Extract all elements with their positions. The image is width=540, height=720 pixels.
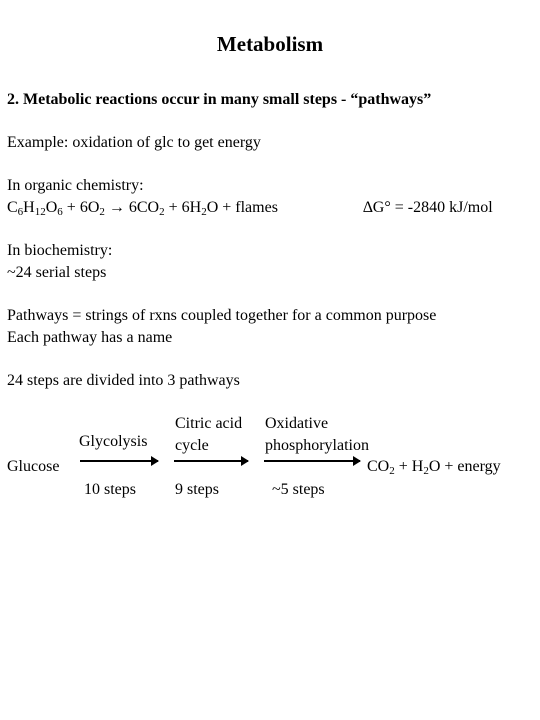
reaction-arrow-icon: → xyxy=(104,199,129,216)
oxidative-label-line1: Oxidative xyxy=(265,415,329,432)
pathways-definition: Pathways = strings of rxns coupled together for a common purpose xyxy=(7,307,437,324)
delta-g-value: ∆G° = -2840 kJ/mol xyxy=(363,199,493,216)
oxidative-steps: ~5 steps xyxy=(272,481,325,498)
glycolysis-arrow-icon xyxy=(80,460,158,462)
serial-steps: ~24 serial steps xyxy=(7,264,107,281)
citric-acid-arrow-icon xyxy=(174,460,248,462)
oxidative-label-line2: phosphorylation xyxy=(265,437,369,454)
glucose-label: Glucose xyxy=(7,458,60,475)
products-label: $CO_2 + H_2O$ + energy xyxy=(367,458,501,477)
glycolysis-steps: 10 steps xyxy=(84,481,136,498)
organic-chemistry-label: In organic chemistry: xyxy=(7,177,144,194)
citric-acid-steps: 9 steps xyxy=(175,481,219,498)
citric-acid-label-line1: Citric acid xyxy=(175,415,243,432)
section-heading: 2. Metabolic reactions occur in many small steps - “pathways” xyxy=(7,91,432,108)
oxidative-arrow-icon xyxy=(264,460,360,462)
pathway-name-line: Each pathway has a name xyxy=(7,329,173,346)
divided-line: 24 steps are divided into 3 pathways xyxy=(7,372,240,389)
biochemistry-label: In biochemistry: xyxy=(7,242,113,259)
combustion-equation: $C_6H_{12}O_6 + 6O_2 \to 6CO_2 + 6H_2O$ + flames xyxy=(7,199,278,218)
example-line: Example: oxidation of glc to get energy xyxy=(7,134,261,151)
citric-acid-label-line2: cycle xyxy=(175,437,209,454)
page-title: Metabolism xyxy=(216,32,324,56)
glycolysis-label: Glycolysis xyxy=(79,433,148,450)
